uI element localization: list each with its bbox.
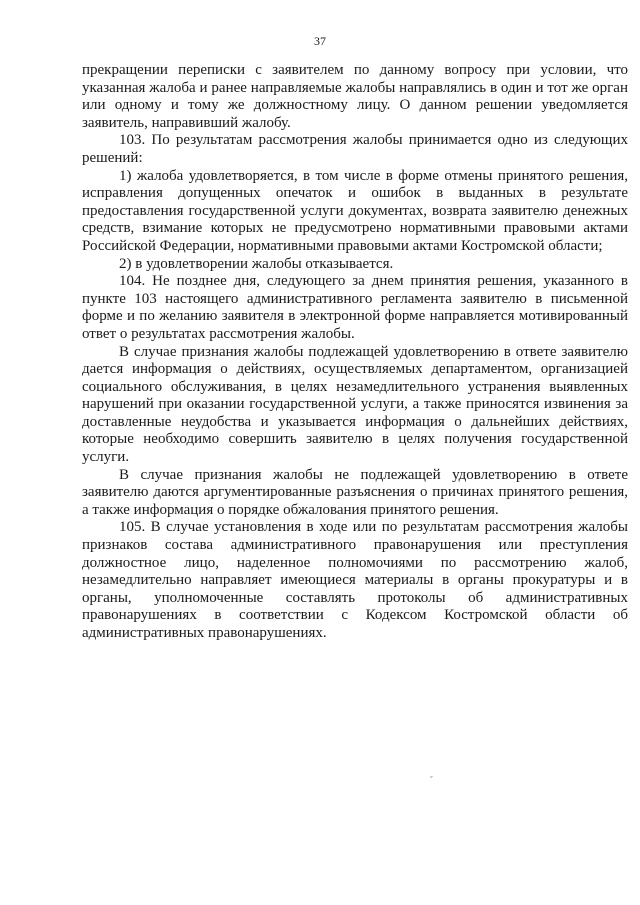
paragraph-104-rejected: В случае признания жалобы не подлежащей удовлетворению в ответе заявителю даются аргументированные разъяснения о причинах принятого решения, а также информация о порядке обжалования принятого решения. xyxy=(82,466,628,518)
paragraph-103-item-1: 1) жалоба удовлетворяется, в том числе в форме отмены принятого решения, исправления допущенных опечаток и ошибок в выданных в результате предоставления государственной услуги документах, возврата заявителю денежных средств, взимание которых не предусмотрено нормативными правовыми актами Российской Федерации, нормативными правовыми актами Костромской области; xyxy=(82,167,628,254)
scan-mark: ˇ xyxy=(430,775,433,784)
paragraph-103-item-2: 2) в удовлетворении жалобы отказывается. xyxy=(119,255,394,272)
paragraph-104: 104. Не позднее дня, следующего за днем принятия решения, указанного в пункте 103 настоящего административного регламента заявителю в письменной форме и по желанию заявителя в электронной форме направляется мотивированный ответ о результатах рассмотрения жалобы. xyxy=(82,273,628,342)
paragraph-104-satisfied: В случае признания жалобы подлежащей удовлетворению в ответе заявителю дается информация о действиях, осуществляемых департаментом, организацией социального обслуживания, в целях незамедлительного устранения выявленных нарушений при оказании государственной услуги, а также приносятся извинения за доставленные неудобства и указывается информация о дальнейших действиях, которые необходимо совершить заявителю в целях получения государственной услуги. xyxy=(82,343,628,466)
paragraph-103: 103. По результатам рассмотрения жалобы принимается одно из следующих решений: xyxy=(82,132,628,166)
paragraph-continuation: прекращении переписки с заявителем по данному вопросу при условии, что указанная жалоба и ранее направляемые жалобы направлялись в один и тот же орган или одному и тому же должностному лицу. О данном решении уведомляется заявитель, направивший жалобу. xyxy=(82,62,628,131)
document-body xyxy=(82,62,628,643)
page-number: 37 xyxy=(314,34,326,48)
paragraph-105: 105. В случае установления в ходе или по результатам рассмотрения жалобы признаков состава административного правонарушения или преступления должностное лицо, наделенное полномочиями по рассмотрению жалоб, незамедлительно направляет имеющиеся материалы в органы прокуратуры и в органы, уполномоченные составлять протоколы об административных правонарушениях в соответствии с Кодексом Костромской области об административных правонарушениях. xyxy=(82,519,628,641)
